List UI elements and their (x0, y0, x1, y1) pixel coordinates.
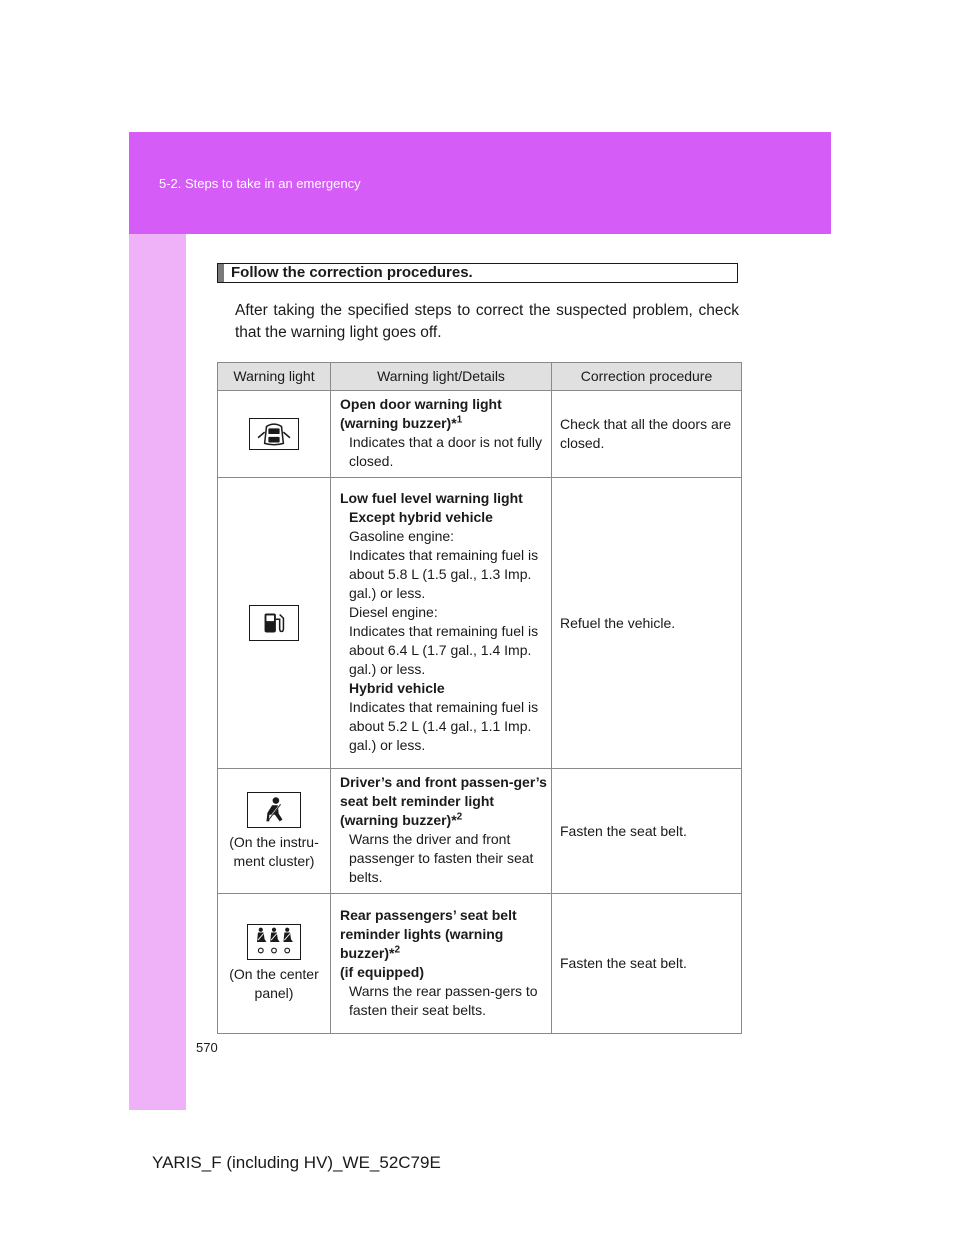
icon-cell (218, 391, 331, 478)
detail-title: Rear passengers’ seat belt reminder lights (warning buzzer)*$^2$ (340, 906, 517, 961)
correction-cell: Refuel the vehicle. (552, 478, 742, 769)
correction-cell: Fasten the seat belt. (552, 769, 742, 894)
step-heading: Follow the correction procedures. (217, 263, 738, 283)
detail-title: Low fuel level warning light (340, 490, 523, 506)
icon-cell (218, 769, 331, 894)
detail-condition: (if equipped) (340, 963, 424, 980)
chapter-header-band (129, 132, 831, 234)
table-row (218, 478, 742, 769)
detail-text: Warns the driver and front passenger to fasten their seat belts. (349, 831, 534, 885)
table-row (218, 391, 742, 478)
detail-text: Gasoline engine: (349, 528, 455, 544)
table-header-row (218, 363, 742, 391)
column-header: Correction procedure (552, 363, 742, 391)
detail-cell (331, 894, 552, 1034)
detail-text: Warns the rear passen-gers to fasten their seat belts. (349, 982, 538, 1018)
detail-subheading: Hybrid vehicle (349, 680, 445, 696)
detail-title: Open door warning light (warning buzzer)*$^1$ (340, 396, 502, 431)
detail-cell (331, 769, 552, 894)
page-number: 570 (196, 1040, 218, 1055)
icon-location-note: (On the instru-ment cluster) (229, 833, 319, 869)
icon-cell (218, 894, 331, 1034)
table-row (218, 769, 742, 894)
detail-cell (331, 391, 552, 478)
seat-belt-icon (247, 792, 301, 828)
side-margin-strip (129, 234, 186, 1110)
detail-text: Indicates that a door is not fully closed. (349, 434, 542, 469)
detail-text: Indicates that remaining fuel is about 5.2 L (1.4 gal., 1.1 Imp. gal.) or less. (349, 699, 539, 753)
icon-cell (218, 478, 331, 769)
warning-light-table (217, 362, 742, 1034)
detail-text: Indicates that remaining fuel is about 6.4 L (1.7 gal., 1.4 Imp. gal.) or less. (349, 623, 539, 677)
correction-cell: Check that all the doors are closed. (552, 391, 742, 478)
detail-text: Diesel engine: (349, 604, 438, 620)
open-door-icon (249, 418, 299, 450)
column-header: Warning light (218, 363, 331, 391)
document-footer: YARIS_F (including HV)_WE_52C79E (152, 1153, 441, 1172)
detail-cell (331, 478, 552, 769)
section-title: 5-2. Steps to take in an emergency (159, 176, 361, 191)
detail-subheading: Except hybrid vehicle (349, 509, 493, 525)
icon-location-note: (On the center panel) (229, 966, 319, 1001)
correction-cell: Fasten the seat belt. (552, 894, 742, 1034)
intro-paragraph: After taking the specified steps to correct the suspected problem, check that the warning light goes off. (235, 302, 739, 341)
rear-seat-belt-icon (247, 924, 301, 960)
detail-title: Driver’s and front passen-ger’s seat belt reminder light (warning buzzer)*$^2$ (340, 774, 547, 828)
column-header: Warning light/Details (331, 363, 552, 391)
fuel-pump-icon (249, 605, 299, 641)
table-row (218, 894, 742, 1034)
detail-text: Indicates that remaining fuel is about 5.8 L (1.5 gal., 1.3 Imp. gal.) or less. (349, 547, 539, 601)
